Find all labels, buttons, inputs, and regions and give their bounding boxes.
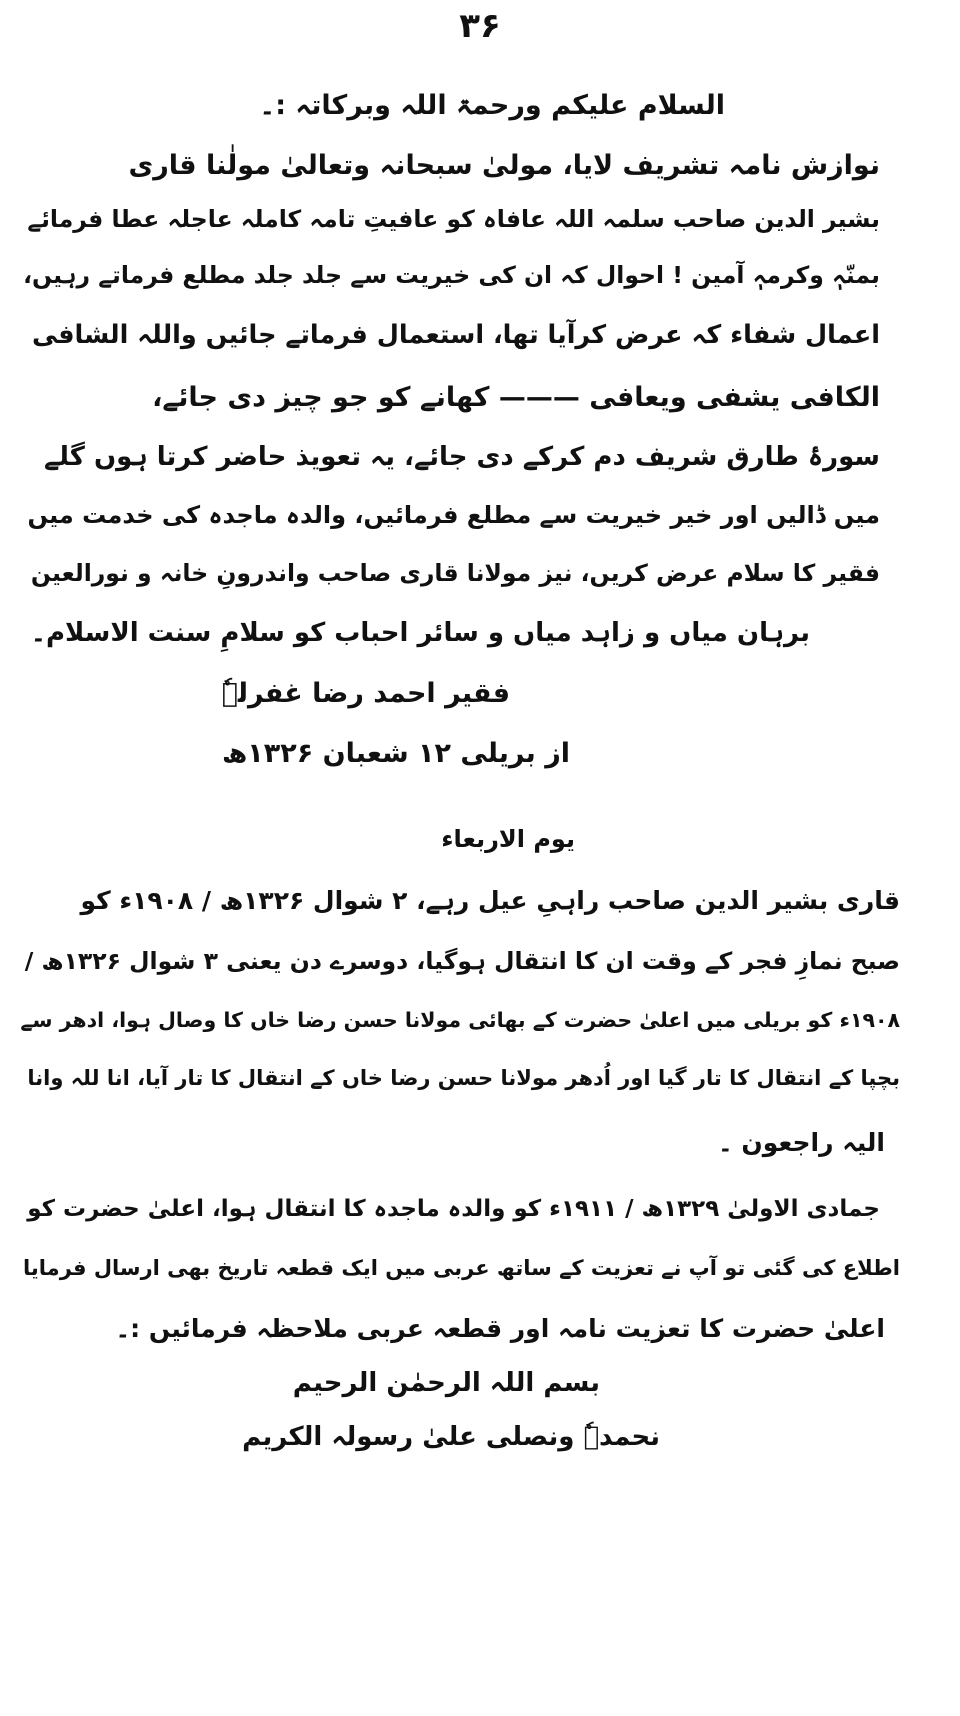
letter-line: سورۂ طارق شریف دم کرکے دی جائے، یہ تعویذ حاضر کرتا ہوں گلے bbox=[43, 442, 880, 472]
letter-line: فقیر کا سلام عرض کریں، نیز مولانا قاری صاحب واندرونِ خانہ و نورالعین bbox=[30, 559, 880, 587]
narrative-line: ۱۹۰۸ء کو بریلی میں اعلیٰ حضرت کے بھائی مولانا حسن رضا خاں کا وصال ہوا، ادھر سے bbox=[20, 1008, 900, 1032]
letter-line: اعمال شفاء کہ عرض کرآیا تھا، استعمال فرماتے جائیں واللہ الشافی bbox=[32, 320, 880, 350]
letter-line: میں ڈالیں اور خیر خیریت سے مطلع فرمائیں، والدہ ماجدہ کی خدمت میں bbox=[27, 501, 880, 529]
closing-praise: نحمدہٗ ونصلی علیٰ رسولہ الکریم bbox=[242, 1422, 660, 1452]
narrative-line: قاری بشیر الدین صاحب راہیِ عیل رہے، ۲ شوال ۱۳۲۶ھ / ۱۹۰۸ء کو bbox=[80, 886, 900, 915]
letter-line: بشیر الدین صاحب سلمہ اللہ عافاہ کو عافیتِ تامہ کاملہ عاجلہ عطا فرمائے bbox=[27, 205, 880, 233]
narrative-line: الیہ راجعون ۔ bbox=[718, 1128, 885, 1157]
letter-place-date: از بریلی ۱۲ شعبان ۱۳۲۶ھ bbox=[221, 738, 570, 769]
letter-line: نوازش نامہ تشریف لایا، مولیٰ سبحانہ وتعالیٰ مولٰنا قاری bbox=[128, 150, 880, 181]
narrative-line: اعلیٰ حضرت کا تعزیت نامہ اور قطعہ عربی ملاحظہ فرمائیں :۔ bbox=[115, 1314, 885, 1343]
narrative-line: اطلاع کی گئی تو آپ نے تعزیت کے ساتھ عربی میں ایک قطعہ تاریخ بھی ارسال فرمایا bbox=[23, 1256, 900, 1280]
letter-salutation: السلام علیکم ورحمۃ اللہ وبرکاتہ :۔ bbox=[259, 90, 725, 121]
letter-line: الکافی یشفی ویعافی ——— کھانے کو جو چیز دی جائے، bbox=[152, 382, 880, 413]
page-number: ۳۶ bbox=[459, 6, 501, 46]
letter-signature: فقیر احمد رضا غفرلہٗ bbox=[221, 678, 510, 709]
letter-line: برہان میاں و زاہد میاں و سائر احباب کو سلامِ سنت الاسلام۔ bbox=[30, 618, 810, 648]
narrative-line: بچپا کے انتقال کا تار گیا اور اُدھر مولانا حسن رضا خاں کے انتقال کا تار آیا، انا للہ وانا bbox=[27, 1066, 900, 1090]
narrative-line: صبح نمازِ فجر کے وقت ان کا انتقال ہوگیا، دوسرے دن یعنی ۳ شوال ۱۳۲۶ھ / bbox=[24, 947, 900, 975]
closing-basmala: بسم اللہ الرحمٰن الرحیم bbox=[292, 1368, 600, 1398]
letter-weekday: یوم الاربعاء bbox=[441, 825, 575, 853]
letter-line: بمنّہٖ وکرمہٖ آمین ! احوال کہ ان کی خیریت سے جلد جلد مطلع فرماتے رہیں، bbox=[23, 261, 880, 289]
narrative-line: جمادی الاولیٰ ۱۳۲۹ھ / ۱۹۱۱ء کو والدہ ماجدہ کا انتقال ہوا، اعلیٰ حضرت کو bbox=[27, 1196, 880, 1222]
